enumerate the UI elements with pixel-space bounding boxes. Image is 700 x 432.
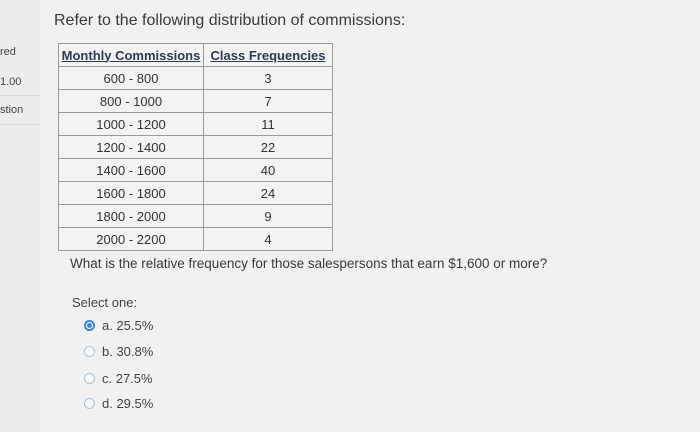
sidebar-status-text: red <box>0 46 16 58</box>
sidebar-divider <box>0 124 40 125</box>
table-row <box>59 113 333 136</box>
answer-option-d[interactable] <box>84 396 153 411</box>
radio-button[interactable] <box>84 373 95 384</box>
answer-option-a[interactable] <box>84 318 153 333</box>
frequency-cell: 9 <box>204 205 333 228</box>
commission-range-cell: 2000 - 2200 <box>59 228 204 251</box>
header-monthly-commissions: Monthly Commissions <box>59 44 204 67</box>
sidebar-marks-text: 1.00 <box>0 76 22 88</box>
answer-option-label: d. 29.5% <box>102 396 154 411</box>
table-row <box>59 205 333 228</box>
table-row <box>59 90 333 113</box>
question-content <box>40 0 700 432</box>
select-one-label: Select one: <box>72 295 138 310</box>
commission-range-cell: 1400 - 1600 <box>59 159 204 182</box>
commission-range-cell: 1800 - 2000 <box>59 205 204 228</box>
frequency-cell: 40 <box>204 159 333 182</box>
question-text: What is the relative frequency for those salespersons that earn $1,600 or more? <box>70 256 548 271</box>
commission-range-cell: 1200 - 1400 <box>59 136 204 159</box>
commission-range-cell: 600 - 800 <box>59 67 204 90</box>
radio-button-selected[interactable] <box>84 320 95 331</box>
quiz-info-sidebar <box>0 0 41 432</box>
commission-range-cell: 1000 - 1200 <box>59 113 204 136</box>
table-header-row <box>59 44 333 67</box>
table-row <box>59 136 333 159</box>
sidebar-flag-question-link[interactable]: stion <box>0 104 24 116</box>
commission-range-cell: 800 - 1000 <box>59 90 204 113</box>
frequency-cell: 11 <box>204 113 333 136</box>
table-row <box>59 159 333 182</box>
table-row <box>59 67 333 90</box>
commission-range-cell: 1600 - 1800 <box>59 182 204 205</box>
commission-distribution-table <box>58 43 333 251</box>
answer-option-label: a. 25.5% <box>102 318 154 333</box>
answer-option-label: b. 30.8% <box>102 344 154 359</box>
radio-button[interactable] <box>84 398 95 409</box>
table-row <box>59 182 333 205</box>
frequency-cell: 24 <box>204 182 333 205</box>
question-prompt: Refer to the following distribution of commissions: <box>54 12 406 29</box>
frequency-cell: 7 <box>204 90 333 113</box>
answer-option-label: c. 27.5% <box>102 371 153 386</box>
table-row <box>59 228 333 251</box>
radio-button[interactable] <box>84 346 95 357</box>
answer-option-b[interactable] <box>84 344 153 359</box>
frequency-cell: 4 <box>204 228 333 251</box>
frequency-cell: 22 <box>204 136 333 159</box>
sidebar-divider <box>0 95 40 96</box>
frequency-cell: 3 <box>204 67 333 90</box>
header-class-frequencies: Class Frequencies <box>204 44 333 67</box>
answer-option-c[interactable] <box>84 371 153 386</box>
